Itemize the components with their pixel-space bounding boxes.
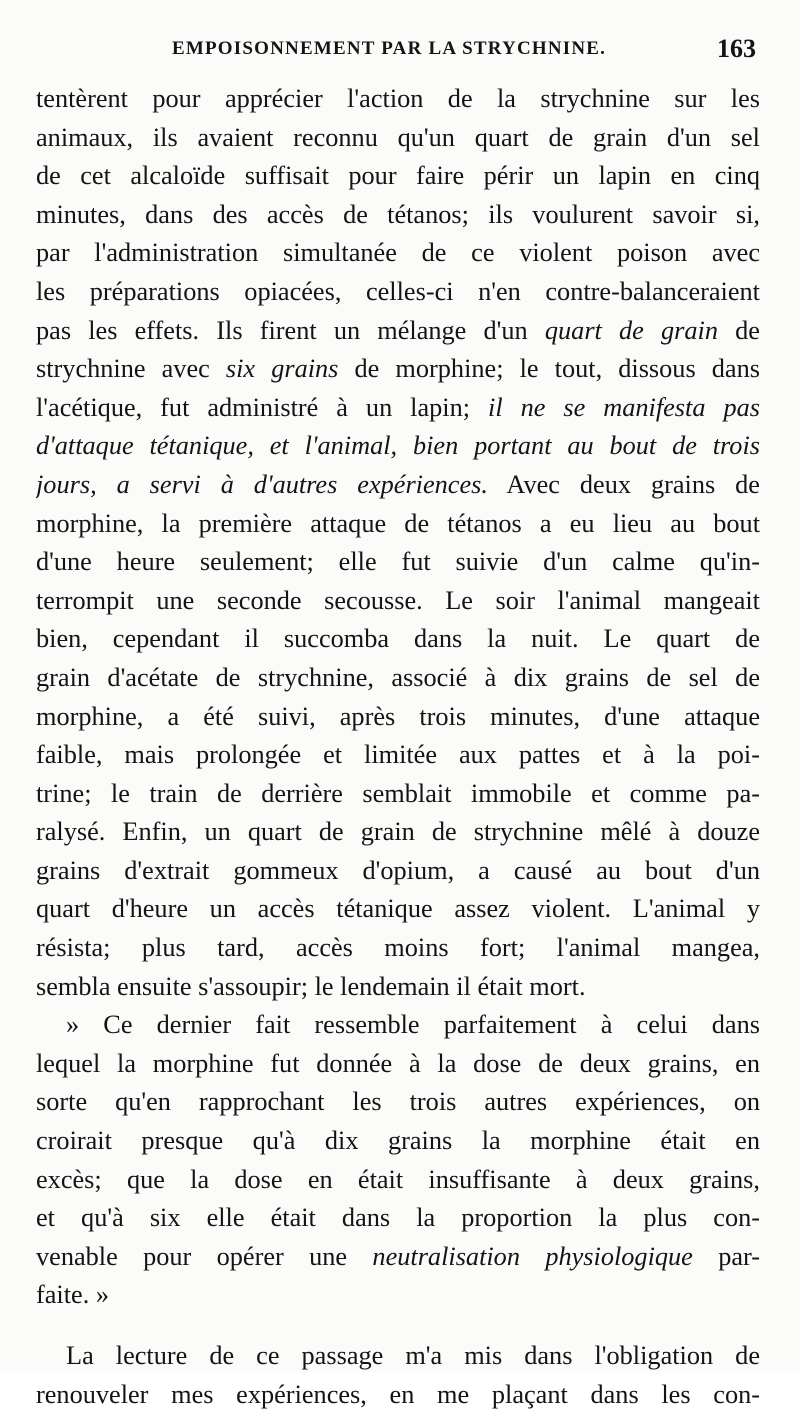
text-line: [36, 466, 760, 505]
text-line: [36, 659, 760, 698]
text-line: [36, 427, 760, 466]
text-run: sembla ensuite s'assoupir; le lendemain il était mort.: [36, 971, 586, 1001]
running-title: EMPOISONNEMENT PAR LA STRYCHNINE.: [172, 38, 607, 59]
text-line: [36, 157, 760, 196]
text-line: [36, 890, 760, 929]
text-run: par-: [692, 1241, 760, 1271]
text-run: quart d'heure un accès tétanique assez violent. L'animal y: [36, 894, 760, 924]
text-run: faite. »: [36, 1280, 110, 1310]
text-run: Avec deux grains de: [487, 469, 760, 499]
text-line: [36, 80, 760, 119]
text-line: [36, 1122, 760, 1161]
text-line: [36, 312, 760, 351]
text-line: [36, 1276, 760, 1315]
text-line: [36, 1238, 760, 1277]
text-run: morphine, a été suivi, après trois minutes, d'une attaque: [36, 701, 760, 731]
text-run: de cet alcaloïde suffisait pour faire périr un lapin en cinq: [36, 161, 760, 191]
text-line: [36, 582, 760, 621]
text-line: [36, 1083, 760, 1122]
text-line: [36, 1161, 760, 1200]
text-run: terrompit une seconde secousse. Le soir l'animal mangeait: [36, 585, 760, 615]
text-run: faible, mais prolongée et limitée aux pattes et à la poi-: [36, 740, 760, 770]
text-line: [36, 350, 760, 389]
text-run: et qu'à six elle était dans la proportion la plus con-: [36, 1203, 760, 1233]
text-run: trine; le train de derrière semblait immobile et comme pa-: [36, 778, 760, 808]
text-run: ralysé. Enfin, un quart de grain de strychnine mêlé à douze: [36, 817, 760, 847]
text-run: La lecture de ce passage m'a mis dans l'obligation de: [66, 1341, 760, 1370]
text-line: [36, 736, 760, 775]
text-run: d'une heure seulement; elle fut suivie d'un calme qu'in-: [36, 547, 760, 577]
text-line: [36, 1376, 760, 1414]
text-line: [36, 1045, 760, 1084]
text-line: [36, 813, 760, 852]
text-run: animaux, ils avaient reconnu qu'un quart de grain d'un sel: [36, 122, 760, 152]
text-line: [36, 1337, 760, 1376]
text-line: [36, 1006, 760, 1045]
italic-run: jours, a servi à d'autres expériences.: [36, 469, 488, 499]
italic-run: neutralisation physiologique: [372, 1241, 693, 1271]
text-run: bien, cependant il succomba dans la nuit. Le quart de: [36, 624, 760, 654]
text-run: par l'administration simultanée de ce violent poison avec: [36, 238, 760, 268]
italic-run: quart de grain: [544, 315, 718, 345]
text-line: [36, 119, 760, 158]
text-line: [36, 852, 760, 891]
text-run: strychnine avec: [36, 354, 226, 384]
text-run: minutes, dans des accès de tétanos; ils voulurent savoir si,: [36, 199, 760, 229]
text-run: de morphine; le tout, dissous dans: [338, 354, 760, 384]
text-run: sorte qu'en rapprochant les trois autres expériences, on: [36, 1087, 760, 1117]
text-line: [36, 968, 760, 1007]
text-run: grains d'extrait gommeux d'opium, a causé au bout d'un: [36, 855, 760, 885]
text-run: croirait presque qu'à dix grains la morphine était en: [36, 1126, 760, 1156]
text-run: venable pour opérer une: [36, 1241, 373, 1271]
body-text: [36, 80, 760, 1414]
text-line: [36, 1199, 760, 1238]
text-run: pas les effets. Ils firent un mélange d'un: [36, 315, 545, 345]
text-run: lequel la morphine fut donnée à la dose de deux grains, en: [36, 1048, 760, 1078]
text-run: morphine, la première attaque de tétanos a eu lieu au bout: [36, 508, 760, 538]
text-line: [36, 273, 760, 312]
page-number: 163: [717, 34, 756, 63]
text-run: » Ce dernier fait ressemble parfaitement à celui dans: [66, 1010, 760, 1040]
text-run: résista; plus tard, accès moins fort; l'animal mangea,: [36, 933, 760, 963]
text-line: [36, 389, 760, 428]
italic-run: d'attaque tétanique, et l'animal, bien portant au bout de trois: [36, 431, 760, 461]
text-line: [36, 698, 760, 737]
text-line: [36, 775, 760, 814]
text-run: les préparations opiacées, celles-ci n'en contre-balanceraient: [36, 276, 760, 306]
italic-run: il ne se manifesta pas: [488, 392, 760, 422]
text-run: l'acétique, fut administré à un lapin;: [36, 392, 489, 422]
text-line: [36, 234, 760, 273]
text-line: [36, 543, 760, 582]
italic-run: six grains: [225, 354, 339, 384]
text-run: excès; que la dose en était insuffisante à deux grains,: [36, 1164, 760, 1194]
paragraph-gap: [36, 1315, 760, 1337]
text-run: tentèrent pour apprécier l'action de la strychnine sur les: [36, 84, 760, 113]
page-header: [36, 34, 764, 70]
text-run: de: [718, 315, 760, 345]
text-run: renouveler mes expériences, en me plaçant dans les con-: [36, 1379, 760, 1409]
text-line: [36, 929, 760, 968]
text-line: [36, 620, 760, 659]
text-line: [36, 505, 760, 544]
text-run: grain d'acétate de strychnine, associé à dix grains de sel de: [36, 662, 760, 692]
text-line: [36, 196, 760, 235]
